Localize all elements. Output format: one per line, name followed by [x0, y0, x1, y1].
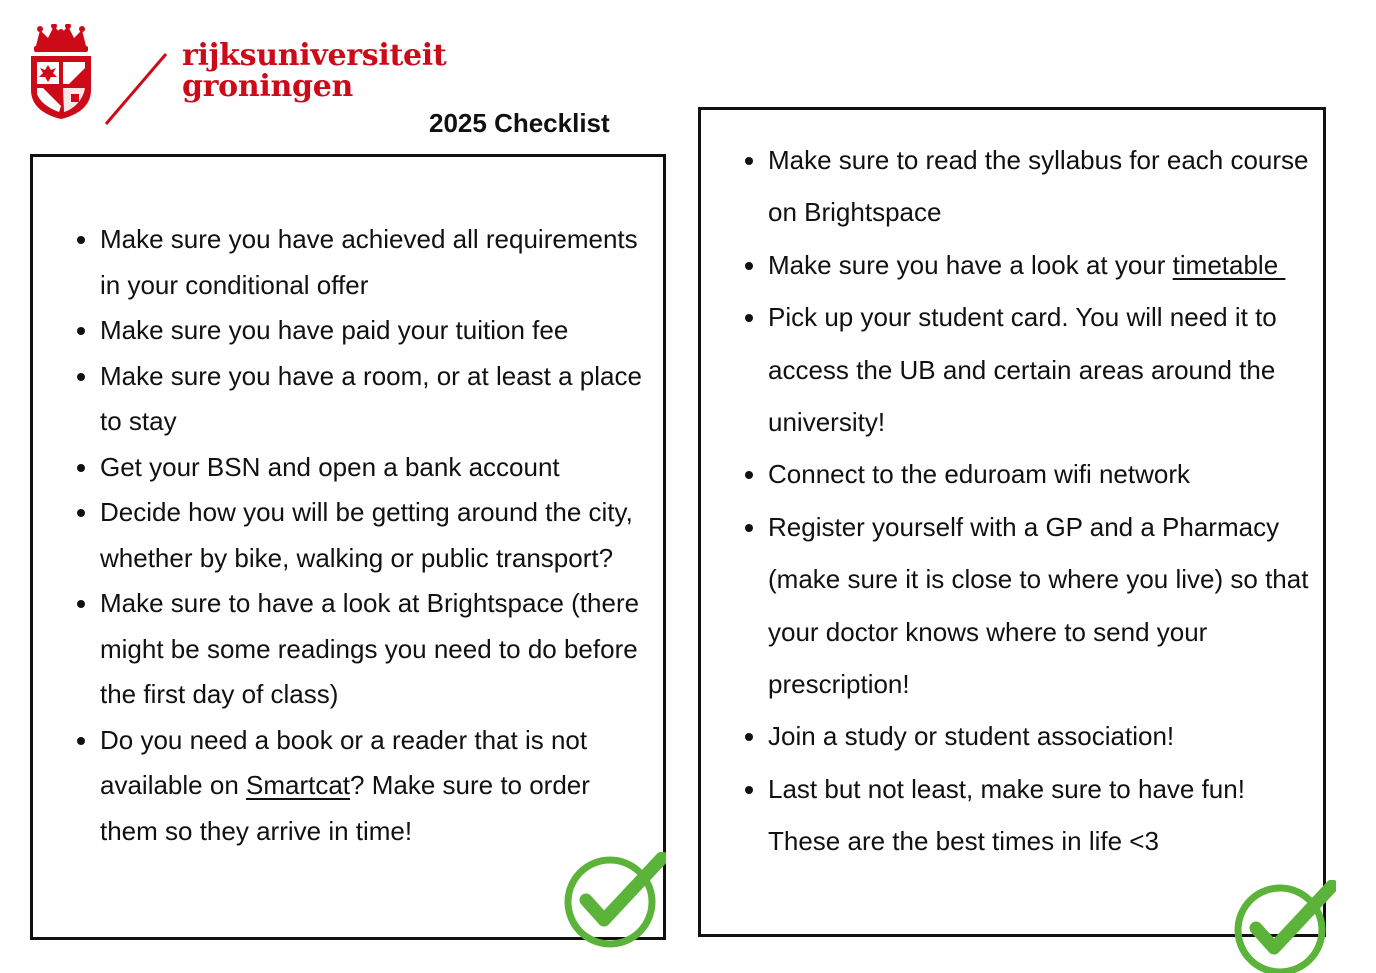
- checklist-box-right: [698, 107, 1326, 937]
- list-item: [701, 501, 1316, 711]
- list-item: [33, 581, 653, 718]
- checklist-right: [701, 134, 1316, 868]
- list-item-text: Do you need a book or a reader that is not available on: [100, 724, 588, 800]
- list-item-text: Make sure you have a look at your: [768, 249, 1173, 280]
- university-name-line1: rijksuniversiteit: [182, 38, 447, 73]
- list-item-text: Last but not least, make sure to have fun! These are the best times in life <3: [768, 773, 1245, 857]
- list-item-text: Make sure to read the syllabus for each course on Brightspace: [768, 145, 1309, 228]
- list-item-text: Make sure you have a room, or at least a place to stay: [100, 360, 642, 436]
- list-item: [33, 490, 653, 581]
- checklist-left: [33, 217, 653, 854]
- checkmark-circle-icon: [562, 852, 666, 950]
- university-crest-icon: [28, 24, 94, 120]
- list-item-text: ? Make sure to order them so they arrive in time!: [100, 770, 590, 846]
- list-item: [33, 718, 653, 855]
- list-item-text: Register yourself with a GP and a Pharmacy (make sure it is close to where you live) so that your doctor knows where to send your prescription!: [768, 511, 1309, 700]
- list-item: [701, 448, 1316, 500]
- list-item: [33, 445, 653, 491]
- list-item: [33, 354, 653, 445]
- page-title: 2025 Checklist: [429, 108, 610, 138]
- list-item: [701, 763, 1316, 868]
- list-item: [701, 239, 1316, 291]
- university-name-line2: groningen: [182, 69, 353, 104]
- list-item: [701, 710, 1316, 762]
- list-item-text: Connect to the eduroam wifi network: [768, 459, 1190, 490]
- list-item-text: Pick up your student card. You will need it to access the UB and certain areas around the university!: [768, 302, 1277, 438]
- list-item-text: Decide how you will be getting around the city, whether by bike, walking or public transport?: [100, 497, 633, 573]
- list-item-text: Join a study or student association!: [768, 721, 1175, 752]
- list-item-text: Make sure you have paid your tuition fee: [100, 315, 569, 345]
- list-item: [33, 308, 653, 354]
- smartcat-link[interactable]: Smartcat: [246, 770, 351, 800]
- university-wordmark: [182, 40, 446, 102]
- list-item-text: Make sure you have achieved all requirements in your conditional offer: [100, 224, 638, 300]
- logo-divider: [100, 52, 170, 128]
- list-item-text: Make sure to have a look at Brightspace (there might be some readings you need to do before the first day of class): [100, 588, 640, 709]
- list-item-text: Get your BSN and open a bank account: [100, 451, 560, 482]
- list-item: [701, 291, 1316, 448]
- timetable-link[interactable]: timetable: [1172, 249, 1286, 280]
- list-item: [33, 217, 653, 308]
- list-item: [701, 134, 1316, 239]
- checklist-box-left: [30, 154, 666, 940]
- checkmark-circle-icon: [1230, 880, 1336, 973]
